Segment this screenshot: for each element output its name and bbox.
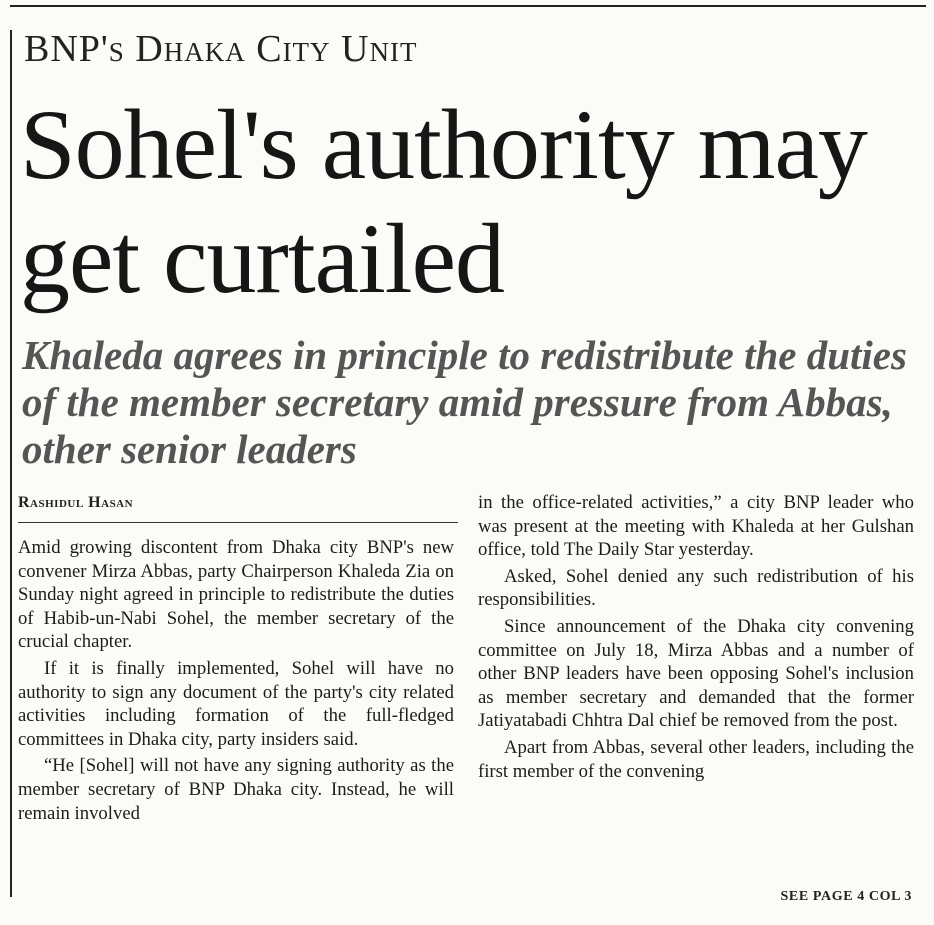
left-column: [18, 536, 454, 825]
byline: Rashidul Hasan: [18, 494, 134, 511]
deck: Khaleda agrees in principle to redistribute the duties of the member secretary amid pressure from Abbas, other senior leaders: [22, 332, 907, 472]
paragraph: If it is finally implemented, Sohel will have no authority to sign any document of the party's city related activities including formation of the full-fledged committees in Dhaka city, party insiders said.: [18, 657, 454, 750]
headline: Sohel's authority may get curtailed: [20, 89, 867, 314]
left-rule: [10, 30, 12, 897]
paragraph: “He [Sohel] will not have any signing authority as the member secretary of BNP Dhaka city. Instead, he will remain involved: [18, 755, 454, 824]
continuation-note: SEE PAGE 4 COL 3: [780, 889, 912, 904]
right-column: [478, 491, 914, 783]
byline-rule: [18, 522, 458, 523]
paragraph: in the office-related activities,” a city BNP leader who was present at the meeting with Khaleda at her Gulshan office, told The Daily Star yesterday.: [478, 492, 914, 561]
top-rule: [10, 5, 926, 7]
paragraph: Asked, Sohel denied any such redistribution of his responsibilities.: [478, 565, 914, 611]
paragraph: Since announcement of the Dhaka city convening committee on July 18, Mirza Abbas and a number of other BNP leaders have been opposing Sohel's inclusion as member secretary and demanded that the former Jatiyatabadi Chhtra Dal chief be removed from the post.: [478, 615, 914, 732]
paragraph: Amid growing discontent from Dhaka city BNP's new convener Mirza Abbas, party Chairperson Khaleda Zia on Sunday night agreed in principle to redistribute the duties of Habib-un-Nabi Sohel, the member secretary of the crucial chapter.: [18, 537, 454, 653]
kicker: BNP's Dhaka City Unit: [24, 28, 418, 70]
paragraph: Apart from Abbas, several other leaders, including the first member of the convening: [478, 736, 914, 782]
